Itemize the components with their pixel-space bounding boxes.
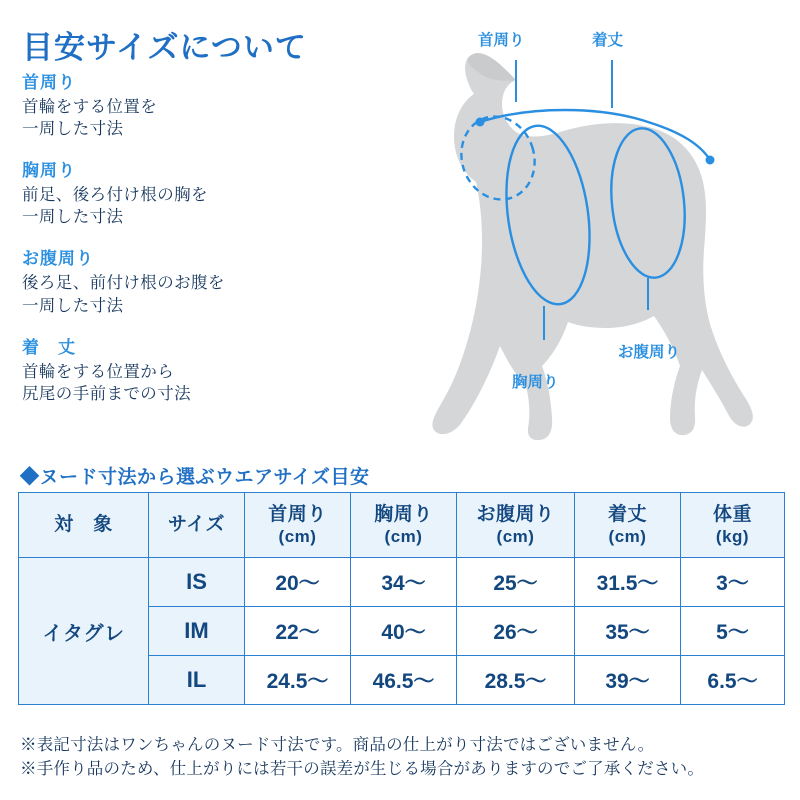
definition-length-line-1: 首輪をする位置から bbox=[22, 362, 175, 381]
cell-chest-il: 46.5〜 bbox=[351, 656, 457, 705]
page-title: 目安サイズについて bbox=[22, 30, 307, 65]
cell-length-il: 39〜 bbox=[575, 656, 681, 705]
header-weight-unit: (kg) bbox=[715, 527, 750, 547]
definition-length-line-2: 尻尾の手前までの寸法 bbox=[22, 384, 191, 403]
cell-weight-im: 5〜 bbox=[681, 607, 785, 656]
size-table bbox=[18, 492, 785, 705]
cell-size-il: IL bbox=[149, 656, 245, 705]
size-table-wrapper bbox=[18, 492, 784, 705]
cell-neck-is: 20〜 bbox=[245, 558, 351, 607]
header-weight bbox=[681, 493, 785, 558]
definition-chest-line-1: 前足、後ろ付け根の胸を bbox=[22, 186, 208, 205]
definition-belly bbox=[22, 244, 342, 316]
header-size-label: サイズ bbox=[168, 514, 225, 536]
definition-neck-line-2: 一周した寸法 bbox=[22, 120, 124, 139]
definition-neck bbox=[22, 68, 342, 140]
definition-length bbox=[22, 333, 342, 405]
definition-list bbox=[22, 68, 342, 421]
definition-chest-heading: 胸周り bbox=[22, 161, 76, 181]
cell-neck-il: 24.5〜 bbox=[245, 656, 351, 705]
callout-chest: 胸周り bbox=[512, 374, 559, 391]
table-section-heading: ◆ヌード寸法から選ぶウエアサイズ目安 bbox=[20, 467, 370, 488]
notes-section bbox=[20, 734, 790, 782]
definition-neck-line-1: 首輪をする位置を bbox=[22, 98, 158, 116]
header-length-label: 着丈 bbox=[607, 503, 647, 525]
cell-weight-is: 3〜 bbox=[681, 558, 785, 607]
table-body bbox=[19, 558, 785, 705]
cell-size-im: IM bbox=[149, 607, 245, 656]
header-chest bbox=[351, 493, 457, 558]
cell-belly-il: 28.5〜 bbox=[457, 656, 575, 705]
note-2: ※手作り品のため、仕上がりには若干の誤差が生じる場合がありますのでご了承ください。 bbox=[20, 759, 705, 778]
cell-weight-il: 6.5〜 bbox=[681, 656, 785, 705]
cell-chest-im: 40〜 bbox=[351, 607, 457, 656]
header-neck bbox=[245, 493, 351, 558]
cell-target-label: イタグレ bbox=[19, 558, 149, 705]
definition-length-heading: 着 丈 bbox=[22, 337, 76, 357]
table-row bbox=[19, 558, 785, 607]
header-chest-label: 胸周り bbox=[374, 503, 433, 525]
header-neck-label: 首周り bbox=[268, 503, 327, 525]
callout-belly: お腹周り bbox=[618, 344, 681, 361]
header-belly bbox=[457, 493, 575, 558]
cell-belly-is: 25〜 bbox=[457, 558, 575, 607]
definition-belly-line-2: 一周した寸法 bbox=[22, 296, 124, 315]
definition-neck-heading: 首周り bbox=[22, 73, 76, 92]
header-neck-unit: (cm) bbox=[278, 527, 317, 547]
definition-belly-heading: お腹周り bbox=[22, 249, 94, 269]
cell-chest-is: 34〜 bbox=[351, 558, 457, 607]
definition-belly-line-1: 後ろ足、前付け根のお腹を bbox=[22, 274, 225, 293]
header-target bbox=[19, 493, 149, 558]
header-size bbox=[149, 493, 245, 558]
table-header bbox=[19, 493, 785, 558]
header-belly-unit: (cm) bbox=[496, 527, 535, 547]
dog-illustration bbox=[330, 10, 800, 460]
header-target-label: 対 象 bbox=[54, 514, 113, 536]
header-length-unit: (cm) bbox=[608, 527, 647, 547]
cell-neck-im: 22〜 bbox=[245, 607, 351, 656]
callout-neck: 首周り bbox=[478, 32, 525, 49]
table-header-row bbox=[19, 493, 785, 558]
definition-chest-line-2: 一周した寸法 bbox=[22, 208, 124, 227]
header-length bbox=[575, 493, 681, 558]
cell-size-is: IS bbox=[149, 558, 245, 607]
callout-length: 着丈 bbox=[592, 32, 624, 49]
definition-chest bbox=[22, 156, 342, 228]
cell-length-is: 31.5〜 bbox=[575, 558, 681, 607]
header-chest-unit: (cm) bbox=[384, 527, 423, 547]
cell-length-im: 35〜 bbox=[575, 607, 681, 656]
header-weight-label: 体重 bbox=[712, 503, 752, 525]
note-1: ※表記寸法はワンちゃんのヌード寸法です。商品の仕上がり寸法ではございません。 bbox=[20, 736, 655, 754]
header-belly-label: お腹周り bbox=[476, 503, 555, 525]
cell-belly-im: 26〜 bbox=[457, 607, 575, 656]
